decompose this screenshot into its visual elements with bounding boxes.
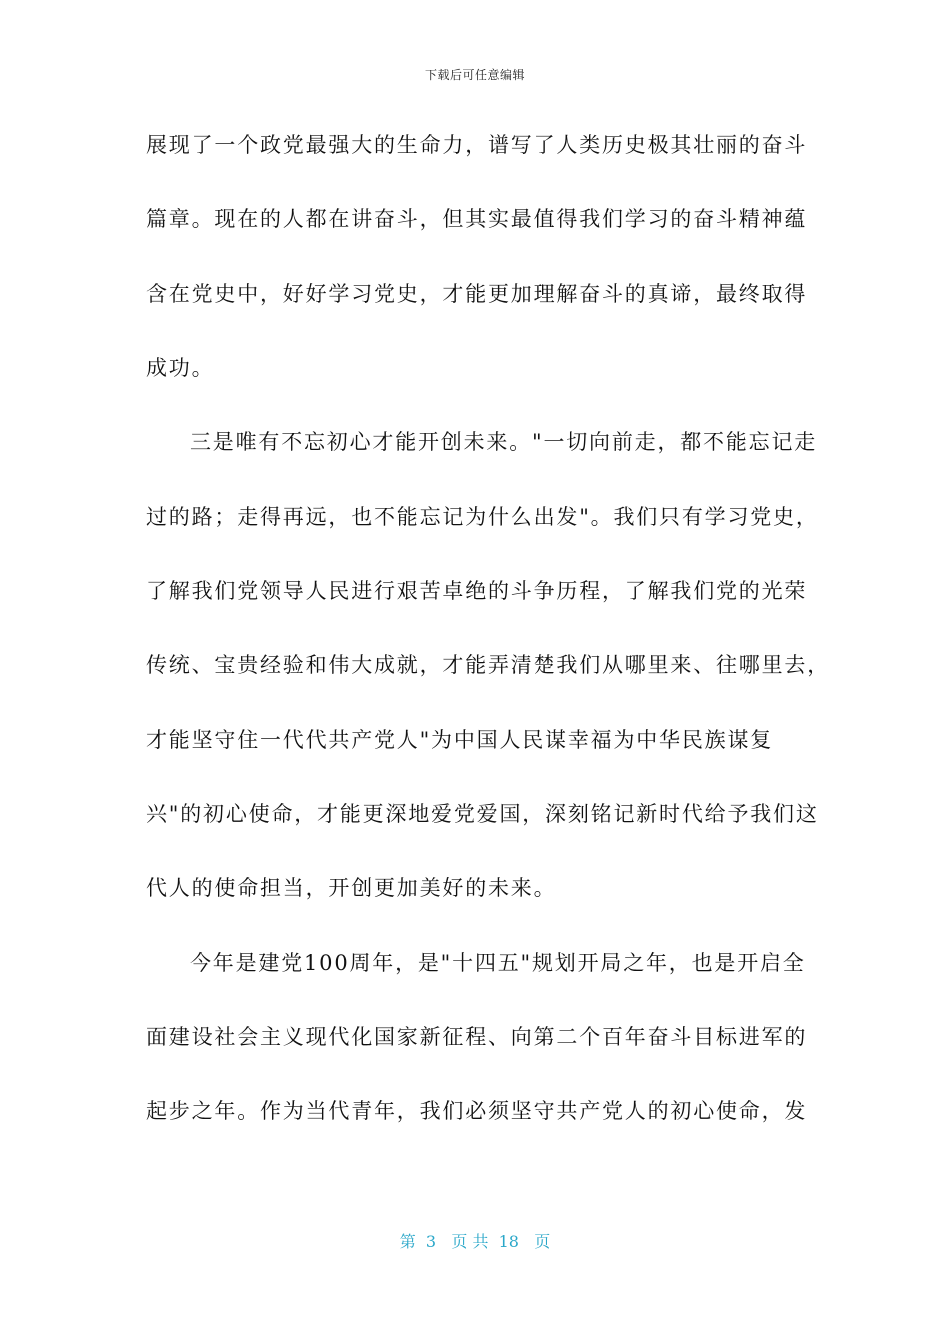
page-number-footer: 第 3 页 共 18 页: [399, 1232, 551, 1251]
text-line: 成功。: [146, 356, 215, 380]
text-line: 面建设社会主义现代化国家新征程、向第二个百年奋斗目标进军的: [146, 1025, 808, 1049]
page-header: 下载后可任意编辑: [424, 68, 525, 82]
text-line: 过的路；走得再远，也不能忘记为什么出发"。我们只有学习党史，: [146, 505, 819, 529]
text-line: 篇章。现在的人都在讲奋斗，但其实最值得我们学习的奋斗精神蕴: [146, 207, 808, 231]
text-line-paragraph-start: 今年是建党100周年，是"十四五"规划开局之年，也是开启全: [190, 951, 806, 975]
text-line: 起步之年。作为当代青年，我们必须坚守共产党人的初心使命，发: [146, 1099, 808, 1123]
text-line: 传统、宝贵经验和伟大成就，才能弄清楚我们从哪里来、往哪里去，: [146, 653, 830, 677]
text-line: 展现了一个政党最强大的生命力，谱写了人类历史极其壮丽的奋斗: [146, 133, 808, 157]
text-line: 代人的使命担当，开创更加美好的未来。: [146, 876, 557, 900]
text-line: 了解我们党领导人民进行艰苦卓绝的斗争历程，了解我们党的光荣: [146, 579, 808, 603]
text-line: 才能坚守住一代代共产党人"为中国人民谋幸福为中华民族谋复: [146, 728, 774, 752]
text-line-paragraph-start: 三是唯有不忘初心才能开创未来。"一切向前走，都不能忘记走: [190, 430, 818, 454]
text-line: 含在党史中，好好学习党史，才能更加理解奋斗的真谛，最终取得: [146, 282, 808, 306]
text-line: 兴"的初心使命，才能更深地爱党爱国，深刻铭记新时代给予我们这: [146, 802, 819, 826]
